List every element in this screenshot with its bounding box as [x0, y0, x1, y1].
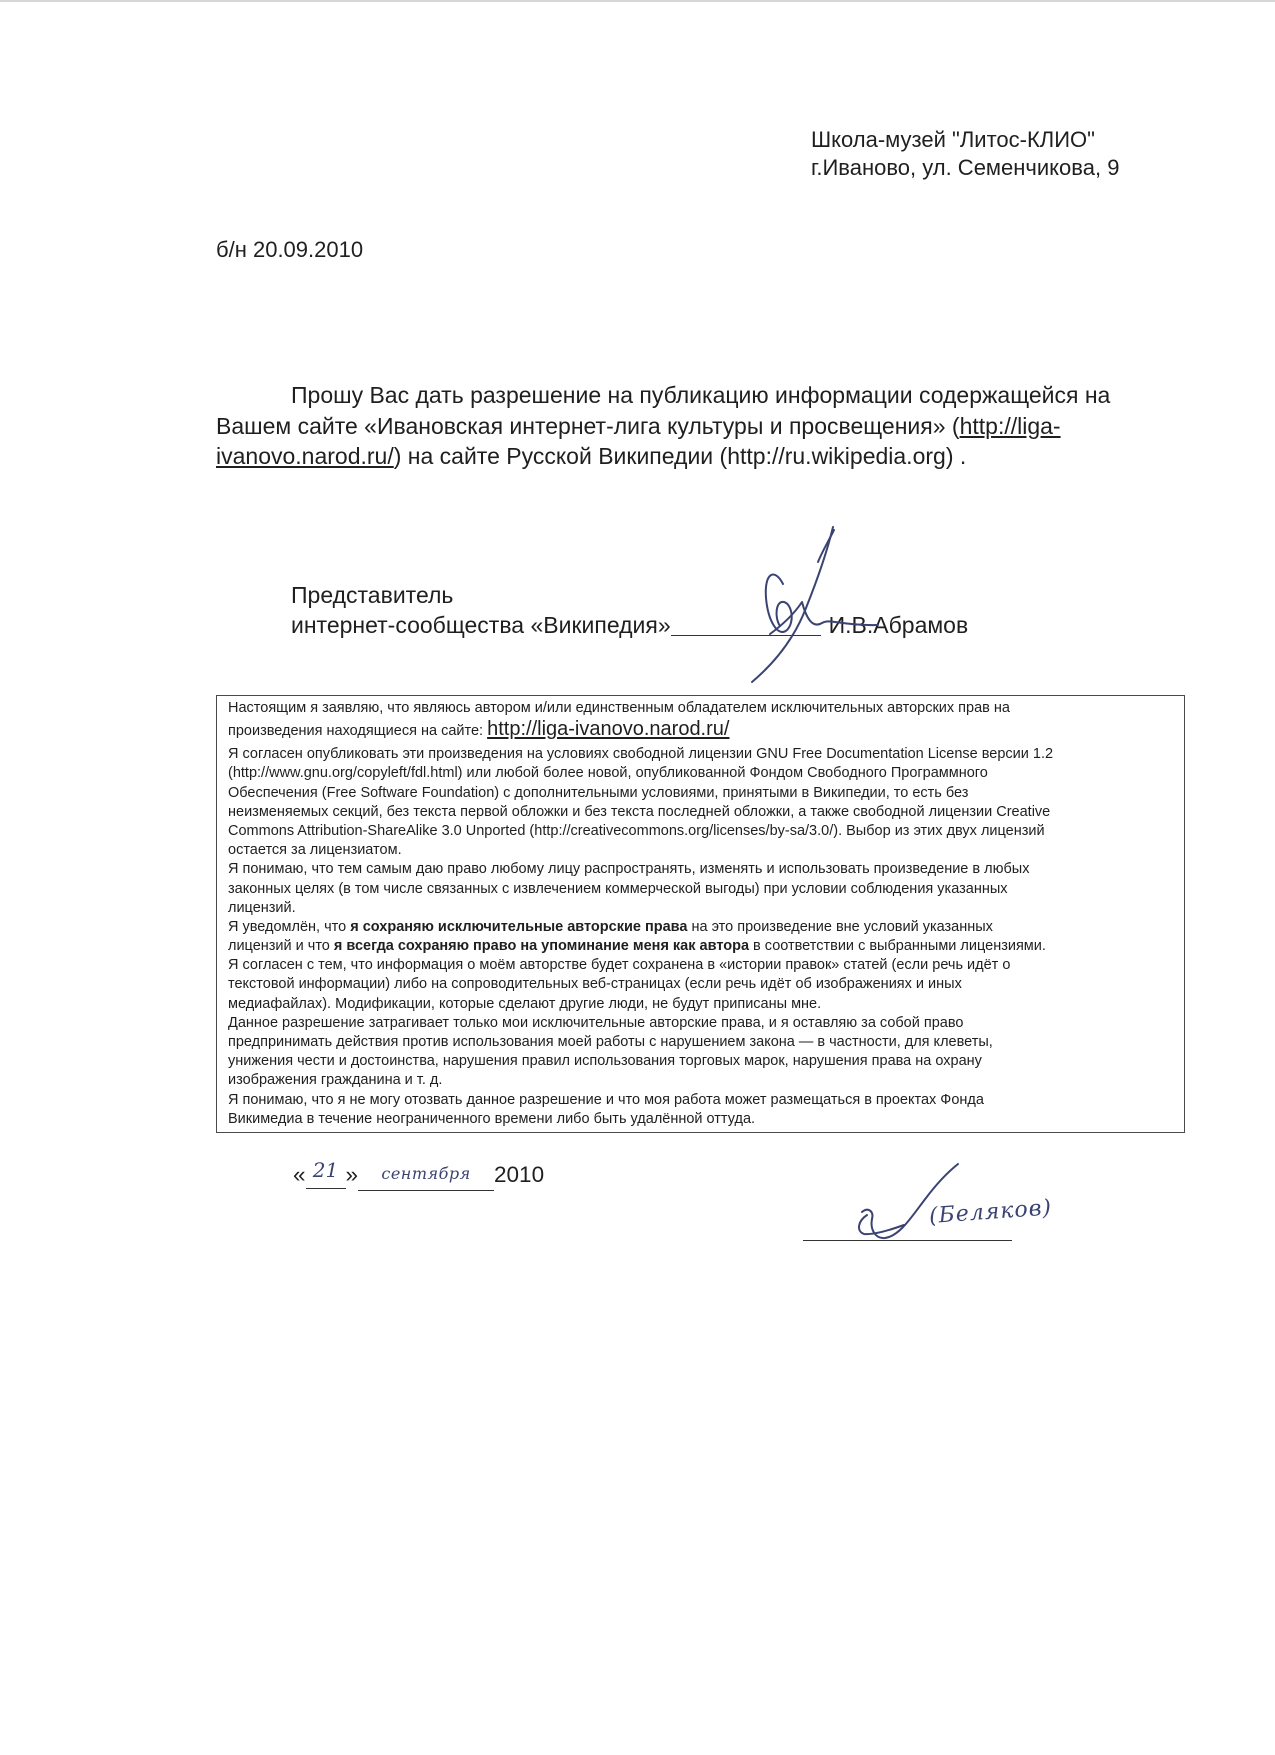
statement-line-19: унижения чести и достоинства, нарушения правил использования торговых марок, нарушения права на охрану — [228, 1053, 982, 1070]
request-line-3-text: ) на сайте Русской Википедии (http://ru.wikipedia.org) . — [393, 443, 967, 469]
statement-line-5: Обеспечения (Free Software Foundation) с дополнительными условиями, принятыми в Википедии, то есть без — [228, 784, 969, 801]
statement-line-13-a: лицензий и что — [228, 938, 334, 955]
abramov-handwritten-signature — [730, 522, 880, 694]
statement-line-2 — [228, 718, 1173, 745]
site-link-part-2: ivanovo.narod.ru/ — [216, 443, 394, 469]
date-open-quote: « — [293, 1162, 306, 1187]
date-close-quote: » — [345, 1162, 359, 1187]
license-statement-box — [216, 695, 1185, 1133]
request-line-1: Прошу Вас дать разрешение на публикацию информации содержащейся на — [291, 382, 1111, 408]
statement-line-9: Я понимаю, что тем самым даю право любому лицу распространять, изменять и использовать произведение в любых — [228, 861, 1030, 878]
statement-line-13-b: в соответствии с выбранными лицензиями. — [749, 938, 1046, 955]
countersignature-name: (Беляков) — [928, 1195, 1053, 1229]
statement-line-12 — [228, 918, 1173, 937]
site-link-part-1: http://liga- — [959, 412, 1061, 439]
statement-line-11: лицензий. — [228, 899, 296, 916]
statement-line-2-text: произведения находящиеся на сайте: — [228, 723, 488, 740]
date-day-handwritten: 21 — [312, 1158, 339, 1182]
signatory-title-line-1: Представитель — [291, 582, 454, 608]
date-year: 2010 — [494, 1162, 545, 1187]
statement-line-12-bold: я сохраняю исключительные авторские права — [350, 918, 688, 935]
recipient-name: Школа-музей "Литос-КЛИО" — [811, 127, 1095, 152]
signing-date — [293, 1160, 544, 1191]
statement-line-16: медиафайлах). Модификации, которые сделают другие люди, не будут приписаны мне. — [228, 995, 822, 1012]
statement-line-4: (http://www.gnu.org/copyleft/fdl.html) или любой более новой, опубликованной Фондом Свободного Программного — [228, 765, 988, 782]
statement-line-17: Данное разрешение затрагивает только мои исключительные авторские права, и я оставляю за собой право — [228, 1014, 964, 1031]
statement-line-20: изображения гражданина и т. д. — [228, 1072, 443, 1089]
request-line-2-text: Вашем сайте «Ивановская интернет-лига культуры и просвещения» ( — [216, 412, 960, 439]
statement-line-21: Я понимаю, что я не могу отозвать данное разрешение и что моя работа может размещаться в проектах Фонда — [228, 1091, 984, 1108]
statement-line-6: неизменяемых секций, без текста первой обложки и без текста последней обложки, а также свободной лицензии Creative — [228, 803, 1051, 820]
statement-line-12-a: Я уведомлён, что — [228, 918, 351, 935]
signatory-name: И.В.Абрамов — [828, 612, 969, 638]
statement-line-22: Викимедиа в течение неограниченного времени либо быть удалённой оттуда. — [228, 1110, 756, 1127]
signatory-organization: интернет-сообщества «Википедия» — [291, 612, 671, 638]
statement-line-13-bold: я всегда сохраняю право на упоминание меня как автора — [333, 938, 750, 955]
statement-line-15: текстовой информации) либо на сопроводительных веб-страницах (если речь идёт об изображениях и иных — [228, 976, 962, 993]
date-month-handwritten: сентября — [381, 1164, 471, 1183]
request-paragraph — [216, 380, 1180, 472]
reference-number-date: б/н 20.09.2010 — [216, 237, 364, 262]
statement-site-url: http://liga-ivanovo.narod.ru/ — [487, 718, 730, 741]
statement-line-1: Настоящим я заявляю, что являюсь автором и/или единственным обладателем исключительных авторских прав на — [228, 700, 1010, 716]
request-line-2 — [216, 411, 1180, 442]
date-day-field — [306, 1158, 346, 1189]
statement-line-7: Commons Attribution-ShareAlike 3.0 Unported (http://creativecommons.org/licenses/by-sa/3.0/). Выбор из этих двух лицензий — [228, 822, 1045, 839]
request-line-3 — [216, 441, 1180, 472]
statement-line-18: предпринимать действия против использования моей работы с нарушением закона — в частности, для клеветы, — [228, 1034, 993, 1050]
scan-top-edge — [0, 0, 1275, 2]
statement-line-12-b: на это произведение вне условий указанных — [687, 918, 993, 935]
statement-line-14: Я согласен с тем, что информация о моём авторстве будет сохранена в «истории правок» статей (если речь идёт о — [228, 957, 1011, 974]
recipient-address: г.Иваново, ул. Семенчикова, 9 — [811, 155, 1120, 180]
date-month-field — [358, 1162, 494, 1191]
recipient-block — [811, 126, 1119, 182]
statement-line-3: Я согласен опубликовать эти произведения на условиях свободной лицензии GNU Free Documentation License версии 1.2 — [228, 746, 1054, 763]
statement-line-10: законных целях (в том числе связанных с извлечением коммерческой выгоды) при условии соблюдения указанных — [228, 880, 1008, 897]
statement-line-8: остается за лицензиатом. — [228, 842, 402, 859]
statement-line-13 — [228, 937, 1173, 956]
